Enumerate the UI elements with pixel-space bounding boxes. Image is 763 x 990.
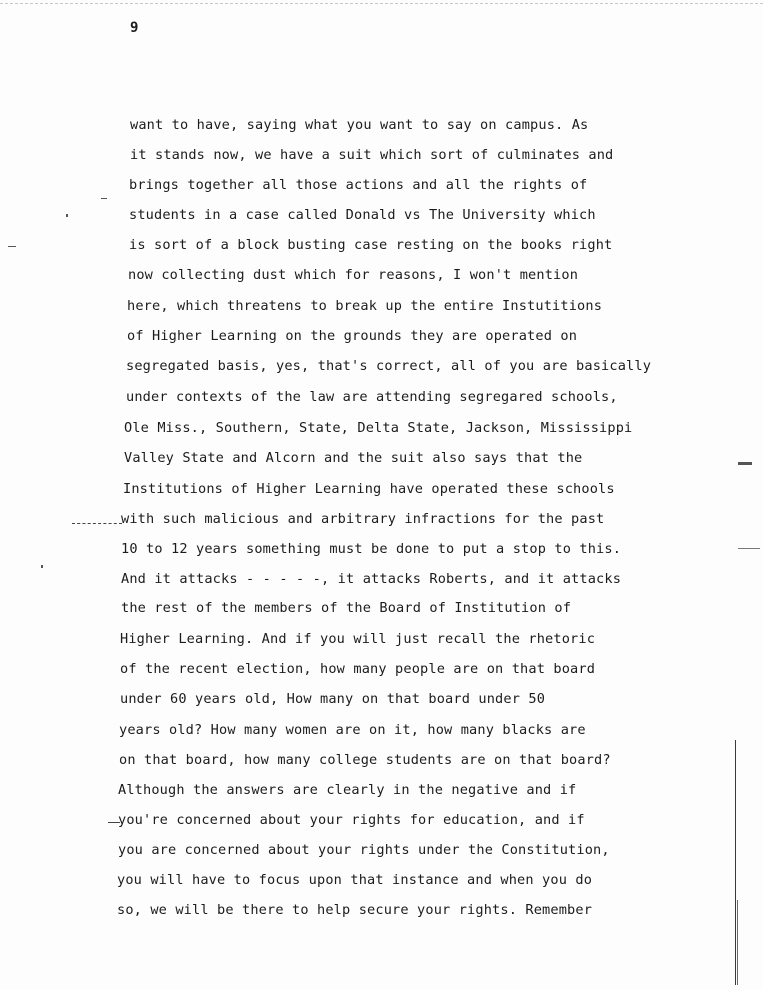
text-line: you will have to focus upon that instance and when you do [117,872,593,888]
text-line: the rest of the members of the Board of Institution of [121,600,572,616]
margin-rule [735,740,736,985]
scan-speck [8,246,16,247]
text-line: of the recent election, how many people are on that board [120,661,596,677]
text-line: is sort of a block busting case resting on the books right [129,237,613,253]
text-line: you are concerned about your rights under the Constitution, [118,842,610,858]
page-number: 9 [130,20,139,36]
text-line: And it attacks - - - - -, it attacks Roberts, and it attacks [121,571,622,587]
text-line: students in a case called Donald vs The University which [129,207,596,223]
text-line: now collecting dust which for reasons, I won't mention [128,267,579,283]
text-line: under 60 years old, How many on that board under 50 [120,691,546,707]
scan-speck [101,198,107,199]
text-line: segregated basis, yes, that's correct, all of you are basically [126,358,652,374]
scan-mark [738,548,760,549]
text-line: Higher Learning. And if you will just recall the rhetoric [120,631,596,647]
text-line: want to have, saying what you want to say on campus. As [130,117,589,133]
scan-speck [66,214,68,217]
scan-mark [108,822,120,823]
text-line: brings together all those actions and all the rights of [129,177,588,193]
text-line: of Higher Learning on the grounds they are operated on [127,328,578,344]
text-line: it stands now, we have a suit which sort of culminates and [130,147,614,163]
scan-speck [41,565,43,568]
text-line: Ole Miss., Southern, State, Delta State, Jackson, Mississippi [124,420,633,436]
scan-mark [72,523,122,524]
text-line: Institutions of Higher Learning have operated these schools [123,481,615,497]
text-line: you're concerned about your rights for education, and if [118,812,585,828]
margin-rule [737,900,738,985]
text-line: 10 to 12 years something must be done to put a stop to this. [121,541,622,557]
scan-speck [738,462,752,465]
text-line: here, which threatens to break up the entire Instutitions [127,298,603,314]
text-line: on that board, how many college students are on that board? [119,752,611,768]
text-line: Valley State and Alcorn and the suit also says that the [124,450,583,466]
text-line: so, we will be there to help secure your rights. Remember [117,902,593,918]
text-line: years old? How many women are on it, how many blacks are [119,722,586,738]
text-line: under contexts of the law are attending segregared schools, [126,389,618,405]
text-line: Although the answers are clearly in the negative and if [118,782,577,798]
text-line: with such malicious and arbitrary infractions for the past [121,511,605,527]
